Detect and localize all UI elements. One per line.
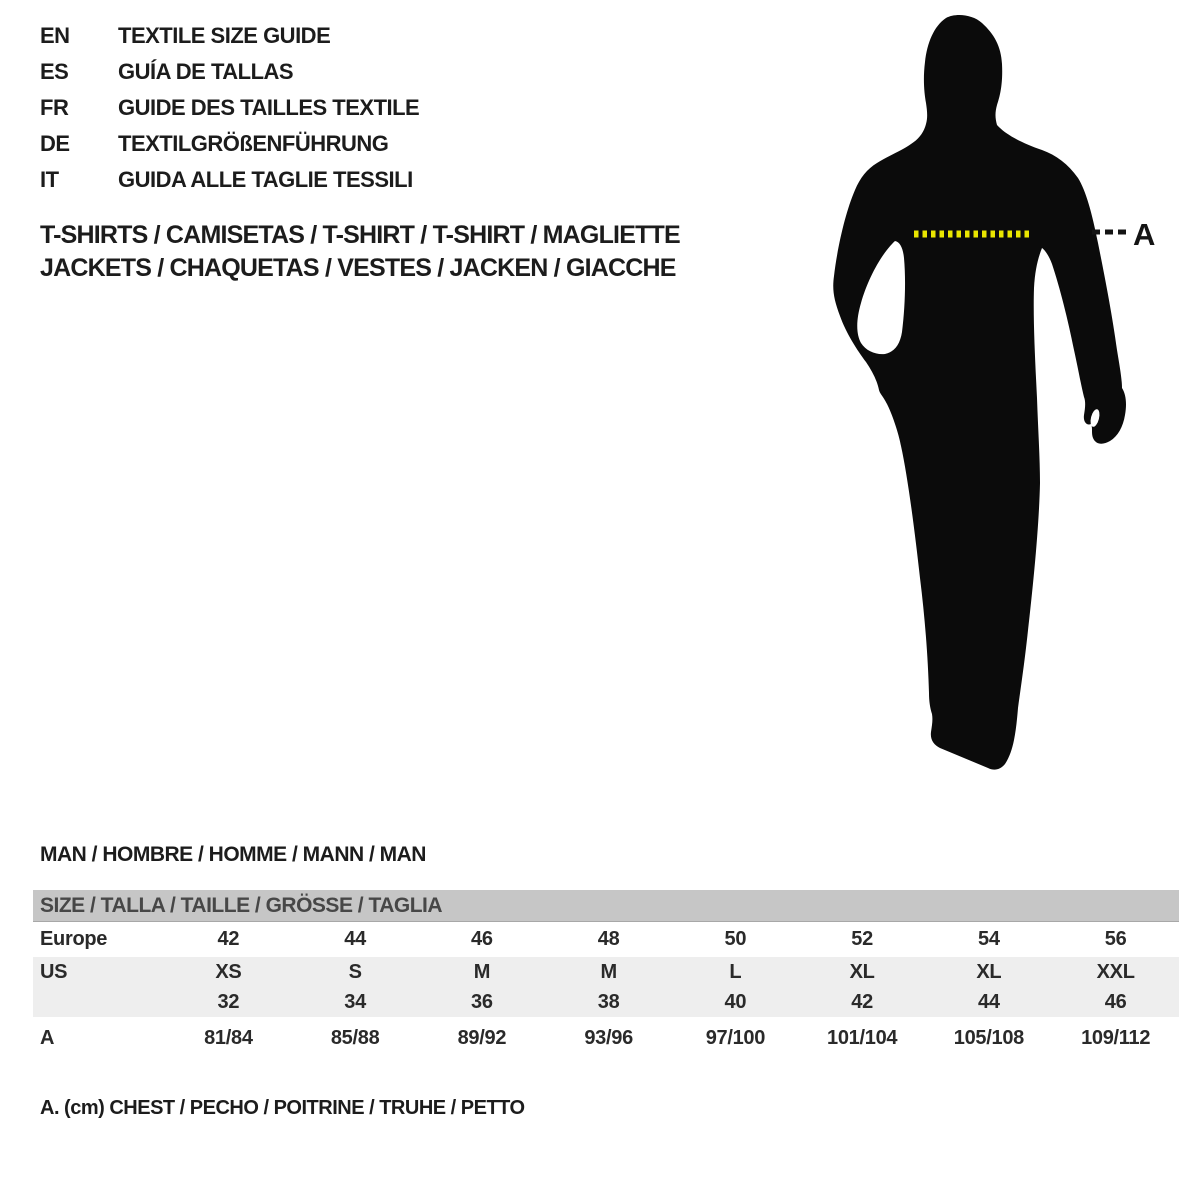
table-row-europe bbox=[33, 922, 1179, 957]
size-cell: 89/92 bbox=[457, 1026, 507, 1049]
size-cell: 48 bbox=[597, 928, 620, 950]
size-cell: 50 bbox=[724, 928, 747, 950]
size-cell: 46 bbox=[471, 928, 493, 950]
language-title: GUÍA DE TALLAS bbox=[118, 59, 294, 84]
language-code: EN bbox=[40, 23, 70, 48]
table-row-chest bbox=[33, 1017, 1179, 1059]
size-cell: 40 bbox=[724, 990, 747, 1013]
size-cell: 38 bbox=[597, 990, 620, 1013]
size-cell: 105/108 bbox=[953, 1026, 1024, 1049]
size-cell: 85/88 bbox=[330, 1026, 380, 1049]
size-cell: XS bbox=[215, 960, 242, 983]
size-cell: 46 bbox=[1104, 990, 1127, 1013]
language-code: ES bbox=[40, 59, 69, 84]
measurement-figure bbox=[810, 8, 1180, 800]
language-code: DE bbox=[40, 131, 70, 156]
language-title: TEXTILE SIZE GUIDE bbox=[118, 23, 331, 48]
language-row bbox=[40, 162, 419, 198]
size-cell: 32 bbox=[217, 990, 240, 1013]
product-categories bbox=[40, 219, 680, 285]
size-cell: 97/100 bbox=[705, 1026, 766, 1049]
language-title: TEXTILGRÖßENFÜHRUNG bbox=[118, 131, 389, 156]
size-cell: 93/96 bbox=[584, 1026, 633, 1049]
size-cell: 42 bbox=[851, 990, 873, 1013]
size-cell: 56 bbox=[1104, 928, 1127, 950]
size-cell: XL bbox=[976, 960, 1002, 983]
size-cell: 52 bbox=[851, 928, 873, 950]
size-cell: 109/112 bbox=[1081, 1026, 1151, 1049]
us-size-band bbox=[33, 957, 1179, 1017]
row-label: US bbox=[40, 960, 68, 983]
language-row bbox=[40, 18, 419, 54]
size-cell: 42 bbox=[217, 928, 240, 950]
category-tshirts: T-SHIRTS / CAMISETAS / T-SHIRT / T-SHIRT / MAGLIETTE bbox=[40, 221, 680, 249]
section-heading-man: MAN / HOMBRE / HOMME / MANN / MAN bbox=[40, 843, 426, 866]
size-cell: 36 bbox=[471, 990, 493, 1013]
man-silhouette bbox=[833, 15, 1126, 770]
size-cell: 34 bbox=[344, 990, 366, 1013]
size-cell: XL bbox=[849, 960, 875, 983]
language-legend bbox=[40, 18, 419, 198]
category-jackets: JACKETS / CHAQUETAS / VESTES / JACKEN / GIACCHE bbox=[40, 254, 676, 282]
size-cell: L bbox=[729, 960, 742, 983]
size-cell: M bbox=[600, 960, 617, 983]
language-code: IT bbox=[40, 167, 59, 192]
language-title: GUIDE DES TAILLES TEXTILE bbox=[118, 95, 420, 120]
row-label: A bbox=[40, 1026, 55, 1049]
man-silhouette-svg bbox=[810, 8, 1180, 800]
table-row-us-numeric bbox=[33, 987, 1179, 1017]
size-cell: 81/84 bbox=[204, 1026, 253, 1049]
row-label: Europe bbox=[40, 928, 108, 950]
size-cell: XXL bbox=[1096, 960, 1135, 983]
language-row bbox=[40, 54, 419, 90]
size-cell: M bbox=[473, 960, 491, 983]
language-row bbox=[40, 126, 419, 162]
language-row bbox=[40, 90, 419, 126]
table-row-us bbox=[33, 957, 1179, 987]
size-cell: S bbox=[348, 960, 362, 983]
language-title: GUIDA ALLE TAGLIE TESSILI bbox=[118, 167, 413, 192]
size-cell: 101/104 bbox=[827, 1026, 898, 1049]
size-cell: 44 bbox=[344, 928, 366, 950]
size-table-header: SIZE / TALLA / TAILLE / GRÖSSE / TAGLIA bbox=[33, 890, 1179, 922]
measurement-footnote: A. (cm) CHEST / PECHO / POITRINE / TRUHE / PETTO bbox=[40, 1097, 525, 1119]
language-code: FR bbox=[40, 95, 69, 120]
measure-label-a: A bbox=[1133, 217, 1156, 252]
size-table bbox=[33, 890, 1179, 1059]
size-cell: 44 bbox=[978, 990, 1000, 1013]
size-cell: 54 bbox=[978, 928, 1000, 950]
